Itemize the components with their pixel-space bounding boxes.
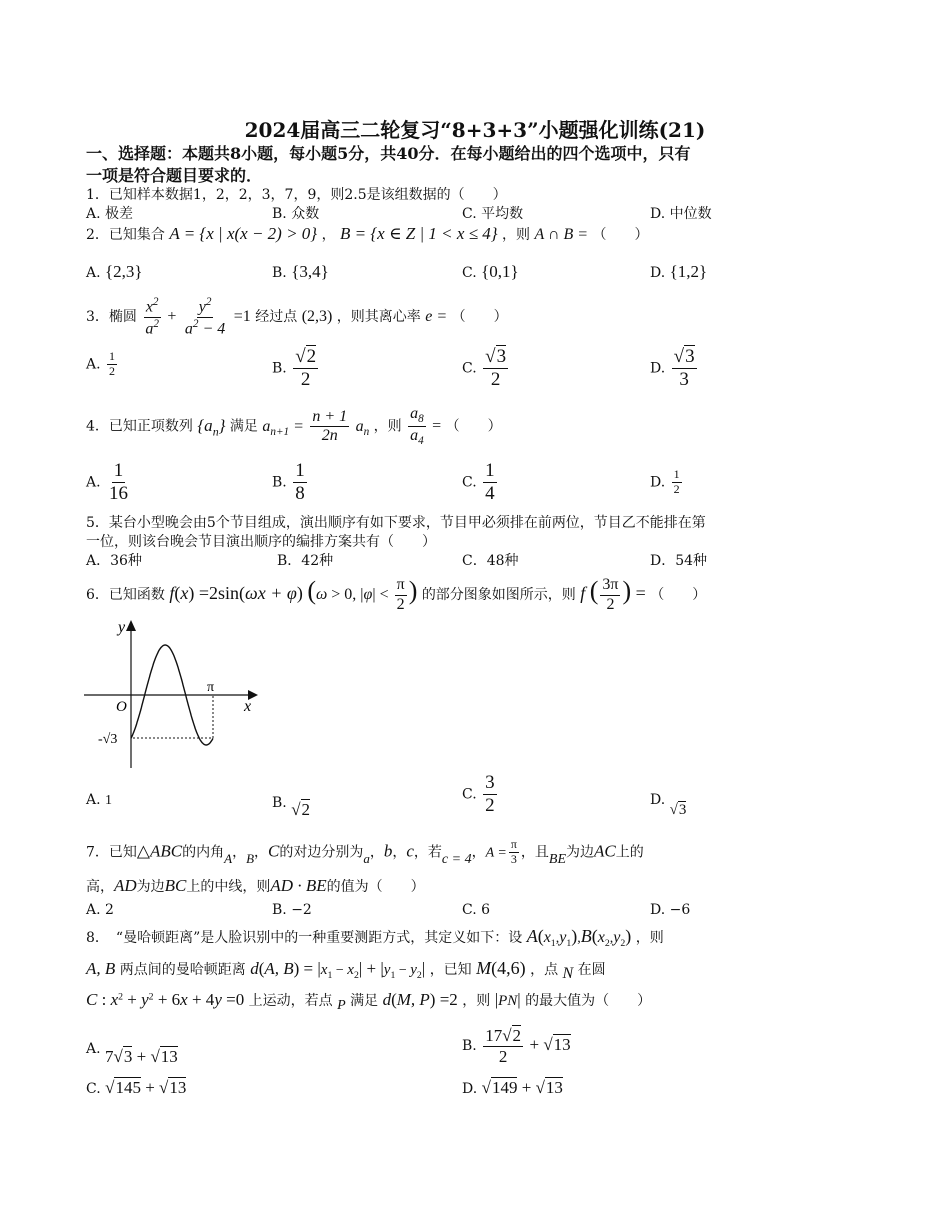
question-5-line2: 一位，则该台晚会节目演出顺序的编排方案共有（ ）: [86, 534, 436, 550]
q3-option-b: B. $\frac{√2}{2}$: [272, 346, 317, 390]
q4-option-a: A. $\frac{1}{16}$: [86, 460, 129, 504]
q2-set-b: B = {x ∈ Z | 1 < x ≤ 4}: [340, 224, 498, 243]
pi-label: π: [207, 680, 215, 695]
section-heading-line1: 一、选择题：本题共8小题，每小题5分，共40分．在每小题给出的四个选项中，只有: [86, 144, 691, 163]
page-title: 2024届高三二轮复习“8+3+3”小题强化训练(21): [244, 118, 706, 142]
q7-option-c: C. 6: [462, 902, 491, 918]
q6-option-a: A. 1: [86, 792, 113, 808]
q6-option-c: C. $\frac{3}{2}$: [462, 772, 495, 816]
question-6-stem: 6．已知函数 f(x) =2sin(ωx + φ) (ω > 0, |φ| < $\frac{\pi}{2}$ ) 的部分图象如图所示，则 f ( $\frac{3\pi}{2}$ ) = （ ）: [86, 576, 707, 613]
q2-set-a: A = {x | x(x − 2) > 0}: [169, 224, 318, 243]
q6-option-b: B. √2: [272, 795, 311, 819]
q8-option-a: A. 7√3 + √13: [86, 1041, 178, 1066]
q2-expr: A ∩ B =: [534, 226, 589, 243]
neg-sqrt3-label: -√3: [98, 732, 118, 747]
origin-label: O: [116, 699, 127, 715]
question-8-line3: C : $x^2 + y^2 + 6x + 4y =0$ 上运动，若点 P 满足 d(M, P) =2 ，则 |PN| 的最大值为（ ）: [86, 990, 652, 1013]
q2-blank: （ ）: [592, 227, 649, 243]
q4-option-b: B. $\frac{1}{8}$: [272, 460, 305, 504]
q8-option-c: C. √145 + √13: [86, 1078, 187, 1097]
question-7-line1: 7．已知△ABC的内角A，B，C的对边分别为a，b，c，若c = 4，A = $\frac{\pi}{3}$ ，且BE为边AC上的: [86, 837, 644, 868]
q4-option-c: C. $\frac{1}{4}$: [462, 460, 495, 504]
question-3-stem: 3．椭圆 $\frac{x^2}{a^2}$ + $\frac{y^2}{a^2 - 4}$ =1 经过点 (2,3) ，则其离心率 e = （ ）: [86, 296, 508, 338]
q3-option-d: D. $\frac{√3}{3}$: [650, 346, 695, 390]
q6-function-graph: [80, 614, 270, 774]
q7-option-b: B. −2: [272, 902, 312, 918]
x-label: x: [244, 698, 252, 715]
question-8-line1: 8． “曼哈顿距离”是人脸识别中的一种重要测距方式，其定义如下：设 $A(x_1,y_1),B(x_2,y_2)$ ，则: [86, 926, 664, 949]
q1-option-d: D. 中位数: [650, 206, 712, 222]
section-heading-line2: 一项是符合题目要求的．: [86, 166, 263, 185]
q5-option-c: C．48种: [462, 553, 519, 569]
q1-option-a: A. 极差: [86, 206, 134, 222]
q3-option-c: C. $\frac{√3}{2}$: [462, 346, 507, 390]
question-5-line1: 5．某台小型晚会由5个节目组成，演出顺序有如下要求，节目甲必须排在前两位，节目乙不能排在第: [86, 515, 706, 531]
q5-option-a: A．36种: [86, 553, 142, 569]
question-2-stem: 2．已知集合 A = {x | x(x − 2) > 0} ， B = {x ∈ Z | 1 < x ≤ 4} ，则 A ∩ B = （ ）: [86, 224, 649, 243]
q2-option-c: C. {0,1}: [462, 262, 519, 281]
y-label: y: [118, 619, 126, 636]
question-7-line2: 高，AD为边BC上的中线，则AD · BE的值为（ ）: [86, 876, 425, 895]
question-4-stem: 4．已知正项数列 $\{a_n\}$ 满足 $a_{n+1}$ = $\frac{n + 1}{2n}$ $a_n$ ，则 $\frac{a_8}{a_4}$ = （ ）: [86, 405, 502, 448]
q2-option-b: B. {3,4}: [272, 262, 329, 281]
q1-option-c: C. 平均数: [462, 206, 524, 222]
q2-option-d: D. {1,2}: [650, 262, 708, 281]
q2-option-a: A. {2,3}: [86, 262, 143, 281]
question-1-stem: 1．已知样本数据1，2，2，3，7，9，则2.5是该组数据的（ ）: [86, 187, 507, 203]
q8-option-d: D. √149 + √13: [462, 1078, 563, 1097]
q6-option-d: D. √3: [650, 792, 687, 818]
q2-prefix: 2．已知集合: [86, 227, 165, 243]
q2-then: ，则: [502, 227, 531, 243]
y-axis-arrow-icon: [126, 620, 136, 631]
q3-point: (2,3): [301, 308, 333, 326]
q3-option-a: A. $\frac{1}{2}$: [86, 349, 116, 378]
q5-option-d: D．54种: [650, 553, 708, 569]
q8-option-b: B. $\frac{17√2}{2}$ + √13: [462, 1026, 571, 1066]
q5-option-b: B．42种: [277, 553, 334, 569]
q7-option-a: A. 2: [86, 902, 114, 918]
q7-option-d: D. −6: [650, 902, 691, 918]
q4-option-d: D. $\frac{1}{2}$: [650, 467, 680, 496]
q1-option-b: B. 众数: [272, 206, 320, 222]
question-8-line2: A, B 两点间的曼哈顿距离 d(A, $B) = |x_1 - x_2| + |y_1 - y_2|$ ，已知 M(4,6) ，点 N 在圆: [86, 958, 606, 982]
